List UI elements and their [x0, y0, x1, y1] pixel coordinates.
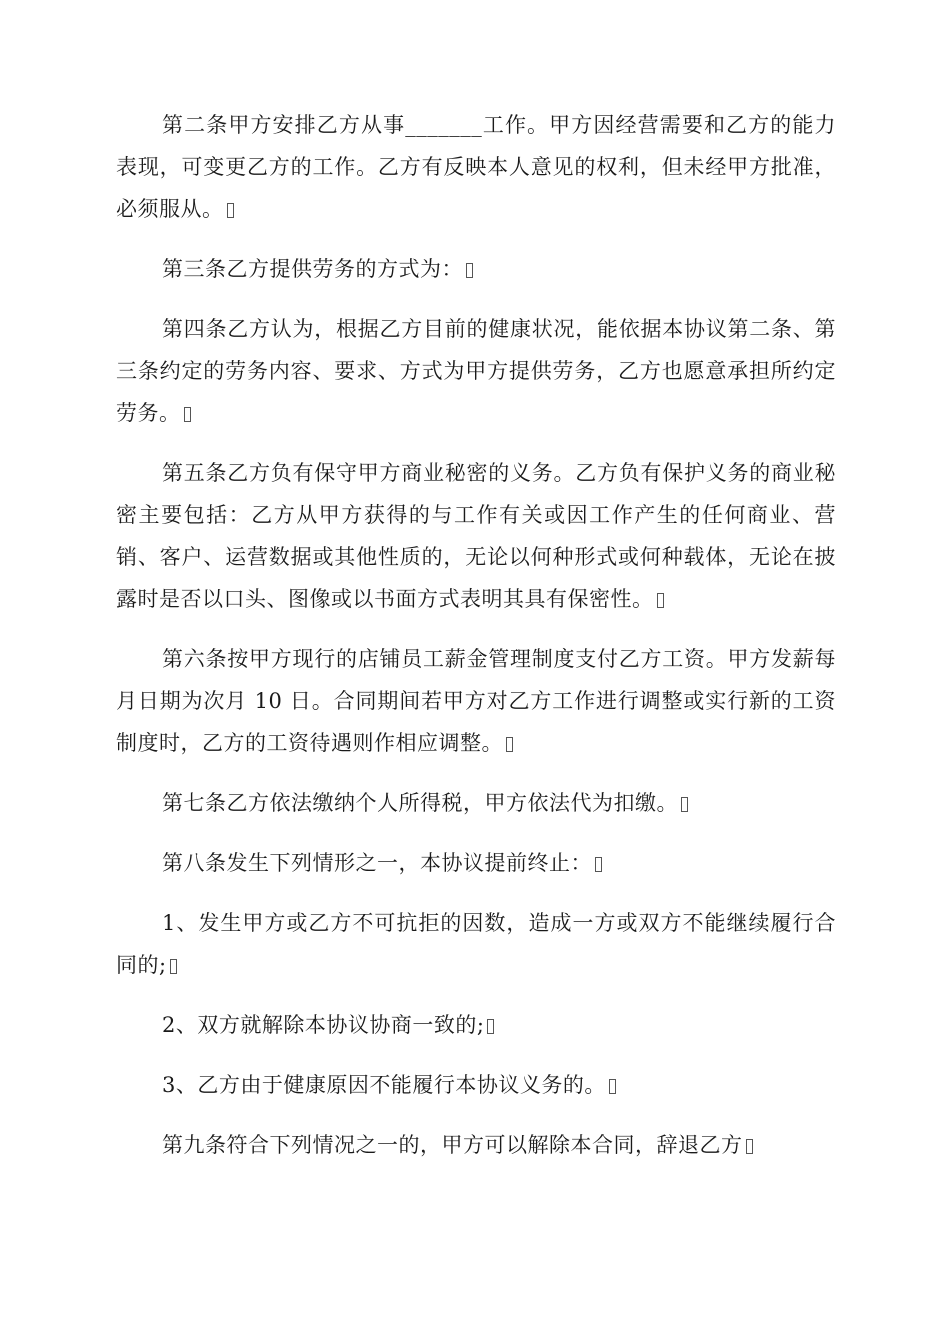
paragraph-text: 第三条乙方提供劳务的方式为：: [162, 257, 463, 281]
paragraph-end-mark-icon: [227, 203, 234, 218]
article-8-paragraph: [116, 842, 836, 884]
document-page: [116, 104, 836, 1184]
paragraph-end-mark-icon: [466, 263, 473, 278]
paragraph-text: 第八条发生下列情形之一，本协议提前终止：: [162, 851, 592, 875]
paragraph-text: 3、乙方由于健康原因不能履行本协议义务的。: [162, 1073, 606, 1097]
paragraph-text: 第六条按甲方现行的店铺员工薪金管理制度支付乙方工资。甲方发薪每月日期为次月 10 日。合同期间若甲方对乙方工作进行调整或实行新的工资制度时，乙方的工资待遇则作相应调整。: [116, 647, 836, 755]
list-item-1: [116, 902, 836, 986]
article-4-paragraph: [116, 308, 836, 434]
paragraph-end-mark-icon: [657, 593, 664, 608]
article-9-paragraph: [116, 1124, 836, 1166]
article-3-paragraph: [116, 248, 836, 290]
paragraph-end-mark-icon: [487, 1019, 494, 1034]
paragraph-text: 2、双方就解除本协议协商一致的;: [162, 1013, 485, 1037]
paragraph-end-mark-icon: [609, 1079, 616, 1094]
paragraph-end-mark-icon: [746, 1139, 753, 1154]
paragraph-text: 第四条乙方认为，根据乙方目前的健康状况，能依据本协议第二条、第三条约定的劳务内容、要求、方式为甲方提供劳务，乙方也愿意承担所约定劳务。: [116, 317, 836, 425]
paragraph-text: 1、发生甲方或乙方不可抗拒的因数，造成一方或双方不能继续履行合同的;: [116, 911, 836, 977]
paragraph-text: 第九条符合下列情况之一的，甲方可以解除本合同，辞退乙方: [162, 1133, 743, 1157]
list-item-2: [116, 1004, 836, 1046]
list-item-3: [116, 1064, 836, 1106]
paragraph-end-mark-icon: [595, 857, 602, 872]
paragraph-end-mark-icon: [681, 797, 688, 812]
paragraph-text: 第七条乙方依法缴纳个人所得税，甲方依法代为扣缴。: [162, 791, 678, 815]
paragraph-end-mark-icon: [506, 737, 513, 752]
article-5-paragraph: [116, 452, 836, 620]
paragraph-text: 第二条甲方安排乙方从事_______工作。甲方因经营需要和乙方的能力表现，可变更乙方的工作。乙方有反映本人意见的权利，但未经甲方批准，必须服从。: [116, 113, 836, 221]
article-2-paragraph: [116, 104, 836, 230]
article-7-paragraph: [116, 782, 836, 824]
paragraph-text: 第五条乙方负有保守甲方商业秘密的义务。乙方负有保护义务的商业秘密主要包括：乙方从甲方获得的与工作有关或因工作产生的任何商业、营销、客户、运营数据或其他性质的，无论以何种形式或何种载体，无论在披露时是否以口头、图像或以书面方式表明其具有保密性。: [116, 461, 836, 611]
paragraph-end-mark-icon: [184, 407, 191, 422]
paragraph-end-mark-icon: [170, 959, 177, 974]
article-6-paragraph: [116, 638, 836, 764]
